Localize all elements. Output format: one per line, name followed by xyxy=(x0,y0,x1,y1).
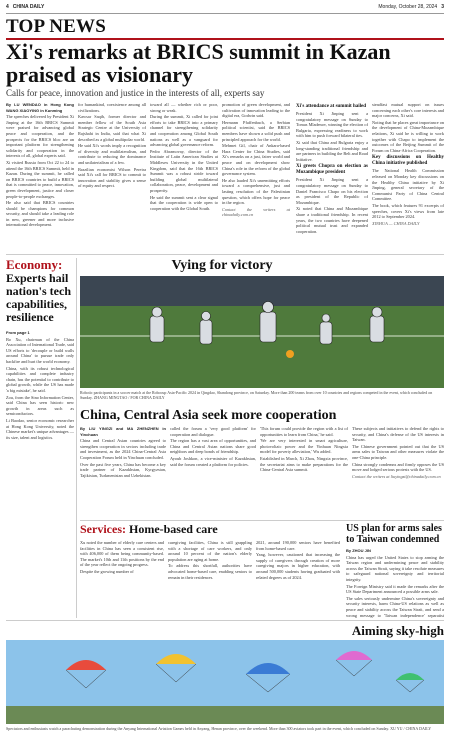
services-paragraph: Despite the growing number of xyxy=(80,568,134,574)
column-rule xyxy=(76,258,77,618)
china-asia-column-4 xyxy=(352,426,444,518)
lead-byline: By LU WENDAO in Hong Kong WANG XIAOYING in Kunming xyxy=(6,102,74,113)
services-paragraph: To address this shortfall, authorities have advocated home-based care, enabling seniors to remain in their residences. xyxy=(168,563,252,580)
economy-headline: Experts hail nation's tech capabilities, resilience xyxy=(6,271,72,324)
services-kicker: Services: xyxy=(80,522,126,536)
services-paragraph: Xu noted the number of elderly care centers and facilities in China has seen a consistent rise, with 406,000 of them being community-based. The market's 10th and 11th positions by the end of the year reflect the ongoing progress. xyxy=(80,540,164,568)
vying-headline: Vying for victory xyxy=(171,258,273,273)
services-column-2 xyxy=(168,540,252,618)
robocup-photo-art xyxy=(80,276,444,388)
paper-name: CHINA DAILY xyxy=(12,3,45,10)
lead-paragraph: Brazilian economist Wilson Pereira said Xi's call for BRICS to commit to innovation and stability gives a sense of equity and respect. xyxy=(78,166,146,189)
us-plan-byline: By ZHOU JIN xyxy=(346,548,371,553)
divider xyxy=(6,254,444,255)
page-number: 4 xyxy=(6,3,9,10)
issue-date: Monday, October 28, 2024 xyxy=(378,3,438,10)
economy-source: From page 1 xyxy=(6,330,30,335)
china-asia-paragraph: The Chinese government pointed out that the US arms sales to Taiwan and other measures violate the one-China principle. xyxy=(352,443,444,460)
lead-column-2 xyxy=(78,102,146,252)
services-title: Home-based care xyxy=(128,522,218,536)
brief-paragraph: The National Health Commission released on Monday key discussions on the Healthy China initiative by Xi Jinping, general secretary of the Communist Party of China Central Committee. xyxy=(372,168,444,202)
brief-headline: Xi greets Chopra on election as Mozambique president xyxy=(296,164,368,176)
lead-paragraph: toward all — whether rich or poor, strong or weak. xyxy=(150,102,218,113)
brief-paragraph: steadfast mutual support on issues concerning each other's core interests and major concerns, Xi said. xyxy=(372,102,444,119)
lead-column-3 xyxy=(150,102,218,252)
brief-paragraph: Xi said that China and Bulgaria enjoy a long-standing traditional friendship and are partners in building the Belt and Road Initiative. xyxy=(296,139,368,162)
china-asia-column-3 xyxy=(260,426,348,518)
lead-column-1 xyxy=(6,102,74,252)
parachute-photo-art xyxy=(6,640,444,724)
lead-paragraph: Hermann Pfaffenbach, a Serbian political scientist, said the BRICS members have shown a solid push and principled approach for the world. xyxy=(222,119,290,142)
china-asia-paragraph: These subjects and initiatives to defend the rights to security, and China's defense of the US interests in Taiwan. xyxy=(352,426,444,443)
skyhigh-caption: Spectators and enthusiasts watch a parachuting demonstration during the Anyang International Aviation Games held in Anyang, Henan province, over the weekend. More than 300 aviators took part in the event, which concluded on Sunday. XU YU / CHINA DAILY xyxy=(6,726,432,731)
lead-paragraph: Xi visited Russia from Oct 22 to 24 to attend the 16th BRICS Summit, held in Kazan. During the summit, he called on BRICS countries to build a BRICS that is committed to peace, innovation, green development, justice and closer people-to-people exchanges. xyxy=(6,159,74,199)
china-asia-paragraph: China and Central Asian countries agreed to strengthen cooperation in sectors including trade and investment, as the 2024 China-Central Asia Cooperation Forum held in Yinchuan concluded. xyxy=(80,438,166,460)
section-page-number: 3 xyxy=(441,3,444,10)
china-asia-byline: By LIU YINGZI and MA ZHENZHEN in Yinchuan xyxy=(80,426,166,437)
lead-paragraph: He said the summit sent a clear signal that the cooperation is wide open to cooperation with the Global South. xyxy=(150,194,218,211)
services-paragraph: caregiving facilities, China is still grappling with a shortage of care workers, and only around 10 percent of the nation's elderly population are aging at home. xyxy=(168,540,252,562)
section-title: TOP NEWS xyxy=(6,16,106,37)
china-asia-paragraph: Over the past five years, China has become a key trade partner of Kazakhstan, Kyrgyzstan, Tajikistan, Turkmenistan and Uzbekistan. xyxy=(80,461,166,478)
china-asia-paragraph: 'This forum could provide the region with a list of opportunities to learn from China,' he said. xyxy=(260,426,348,437)
lead-headline: Xi's remarks at BRICS summit in Kazan praised as visionary xyxy=(6,39,391,87)
china-asia-paragraph: called the forum a 'very good platform' for cooperation and dialogue. xyxy=(170,426,256,437)
lead-column-5 xyxy=(296,102,368,252)
china-asia-paragraph: Ayoub Joshkon, a vice-minister of Kazakhstan, said the forum created a platform for policies. xyxy=(170,455,256,467)
brief-paragraph: The book, which features 91 excerpts of speeches, covers Xi's views from late 2012 to September 2024. xyxy=(372,202,444,220)
economy-kicker: Economy: xyxy=(6,257,63,272)
china-asia-paragraph: 'We are very interested in smart agriculture, photovoltaic power and the Yinhuan Ningxia model for poverty alleviation,' Wu added. xyxy=(260,438,348,455)
parachute-photo xyxy=(6,640,444,724)
skyhigh-headline: Aiming sky-high xyxy=(351,623,444,638)
economy-paragraph: Zou, from the Sino Information Center, said China has seen historic new growth in areas such as semiconductors. xyxy=(6,394,74,417)
lead-column-4 xyxy=(222,102,290,252)
services-column-1 xyxy=(80,540,164,618)
brief-headline: Xi's attendance at summit hailed xyxy=(296,104,366,109)
economy-paragraph: China, with its robust technological capabilities and complete industry chain, has the potential to contribute to global growth, while the US has made 'a big mistake', he said. xyxy=(6,365,74,393)
services-paragraph: 2021, around 190,000 seniors have benefited from home-based care. xyxy=(256,540,340,551)
economy-paragraph: Li Baodao, senior economic researcher at Hong Kong University, noted the Chinese market's unique advantages — its size, talent and logistics. xyxy=(6,417,74,440)
services-column-3 xyxy=(256,540,340,618)
lead-contact: Contact the writers at chinadaily.com.cn xyxy=(222,206,290,218)
us-plan-paragraph: China has urged the United States to stop arming the Taiwan region and undermining peace and stability across the Taiwan Strait, saying it take resolute measures to safeguard national sovereignty and territorial integrity. xyxy=(346,554,444,582)
lead-paragraph: The speeches delivered by President Xi Jinping at the 16th BRICS Summit were praised for advancing global peace and cooperation, and the prospects for the BRICS bloc are an important platform for strengthening solidarity and cooperation in the interests of all, global experts said. xyxy=(6,114,74,159)
us-plan-paragraph: The Foreign Ministry said it made the remarks after the US State Department announced a possible arms sale. xyxy=(346,583,444,595)
lead-paragraph: He also lauded Xi's unremitting efforts toward a comprehensive, just and lasting resolution of the Palestinian question, which offers hope for peace in the region. xyxy=(222,177,290,206)
brief-paragraph: Xi noted that China and Mozambique share a traditional friendship. In recent years, the two countries have deepened political mutual trust and expanded cooperation. xyxy=(296,206,368,234)
brief-paragraph: Noting that he places great importance on the development of China-Mozambique relations, Xi said he is willing to work together with Chapo to implement the outcomes of the Beijing Summit of the Forum on China-Africa Cooperation. xyxy=(372,119,444,153)
economy-body xyxy=(6,330,74,620)
divider xyxy=(80,520,444,521)
lead-paragraph: Pedro Abramovay, director of the Institute of Latin American Studies at Middlesex University in the United Kingdom, said that the 16th BRICS Summit was a robust stride toward building global multilateral collaboration, peace, development and prosperity. xyxy=(150,148,218,193)
us-plan-paragraph: The sales seriously undermine China's sovereignty and security interests, harm China-US relations as well as peace and stability across the Taiwan Strait, and send a wrong message to 'Taiwan independence' separatist xyxy=(346,595,444,618)
section-banner xyxy=(6,16,444,36)
lead-paragraph: for humankind, coexistence among all civilizations. xyxy=(78,102,146,113)
brief-paragraph: President Xi Jinping sent a congratulatory message on Sunday to Tomas Mladenov, winning the election of Bulgaria, expressing readiness to work with him to push forward bilateral ties. xyxy=(296,111,368,139)
lead-column-6 xyxy=(372,102,444,252)
divider xyxy=(6,620,444,621)
china-asia-paragraph: China strongly condemns and firmly opposes the US move and lodged serious protests with the US. xyxy=(352,461,444,473)
brief-paragraph: President Xi Jinping sent a congratulatory message on Sunday to Daniel Francisco Chapo on his election as president of the Republic of Mozambique. xyxy=(296,177,368,205)
china-asia-headline: China, Central Asia seek more cooperation xyxy=(80,408,337,423)
china-asia-paragraph: Established in March, Xi Zhou, Ningxia province, the secretariat aims to make preparations for the China-Central Asia summit. xyxy=(260,455,348,473)
vying-caption: Robotic participants in a soccer match at the Robocup Asia-Pacific 2024 in Qingdao, Shandong province, on Saturday. More than 200 teams from over 10 countries and regions competed in the event, which concluded on Sunday. ZHANG MINGTAO / FOR CHINA DAILY xyxy=(80,390,433,400)
robocup-photo xyxy=(80,276,444,388)
china-asia-column-1 xyxy=(80,426,166,518)
china-asia-column-2 xyxy=(170,426,256,518)
economy-paragraph: Bo Xu, chairman of the China Association of International Trade, said US efforts to 'decouple or build walls around China' to pursue trade only backfire and hurt the world economy. xyxy=(6,336,74,364)
services-paragraph: Yang, however, cautioned that increasing the supply of caregivers through creation of more caregiving majors in higher education, with around 500,000 students having graduated with related degrees as of 2024. xyxy=(256,552,340,580)
brief-credit: XINHUA — CHINA DAILY xyxy=(372,220,420,226)
lead-paragraph: He also said that BRICS countries should be champions for common security, and should take a leading role in new, greener and more inclusive international development. xyxy=(6,200,74,228)
china-asia-contact: Contact the writers at liuyingzi@chinadaily.com.cn xyxy=(352,473,441,479)
us-plan-headline: US plan for arms sales to Taiwan condemned xyxy=(346,523,442,545)
lead-paragraph: During the summit, Xi called for joint efforts to take BRICS into a primary channel for strengthening solidarity and cooperation among Global South nations as well as a vanguard for advancing global governance reform. xyxy=(150,114,218,148)
lead-paragraph: He said Xi's words imply a recognition of diversity and multilateralism, and contribute to reducing the dominance and unilaterialism of a few. xyxy=(78,143,146,165)
brief-headline: Key discussions on Healthy China initiative published xyxy=(372,155,444,167)
lead-paragraph: Mehmet Gil, chair of Ankara-based Hara Center for China Studies, said Xi's remarks on a just, fairer world and peace and on development show China's role in the reform of the global governance system. xyxy=(222,143,290,177)
china-asia-paragraph: The region has a vast area of opportunities, and China and Central Asian nations share good neighbors and deep bonds of friendship. xyxy=(170,438,256,455)
us-plan-column-1 xyxy=(346,548,444,618)
page-header xyxy=(6,0,444,14)
lead-paragraph: Kawsar Saqib, former director and member fellow of the South Asia Strategic Centre at the University of Rajshahi in India, said that what Xi described as a global multipolar world. xyxy=(78,114,146,142)
lead-paragraph: promotion of green development, and cultivation of innovation leading to the digital era, Godwin said. xyxy=(222,102,290,119)
lead-deck: Calls for peace, innovation and justice in the interests of all, experts say xyxy=(6,88,265,98)
services-headline xyxy=(80,523,340,536)
